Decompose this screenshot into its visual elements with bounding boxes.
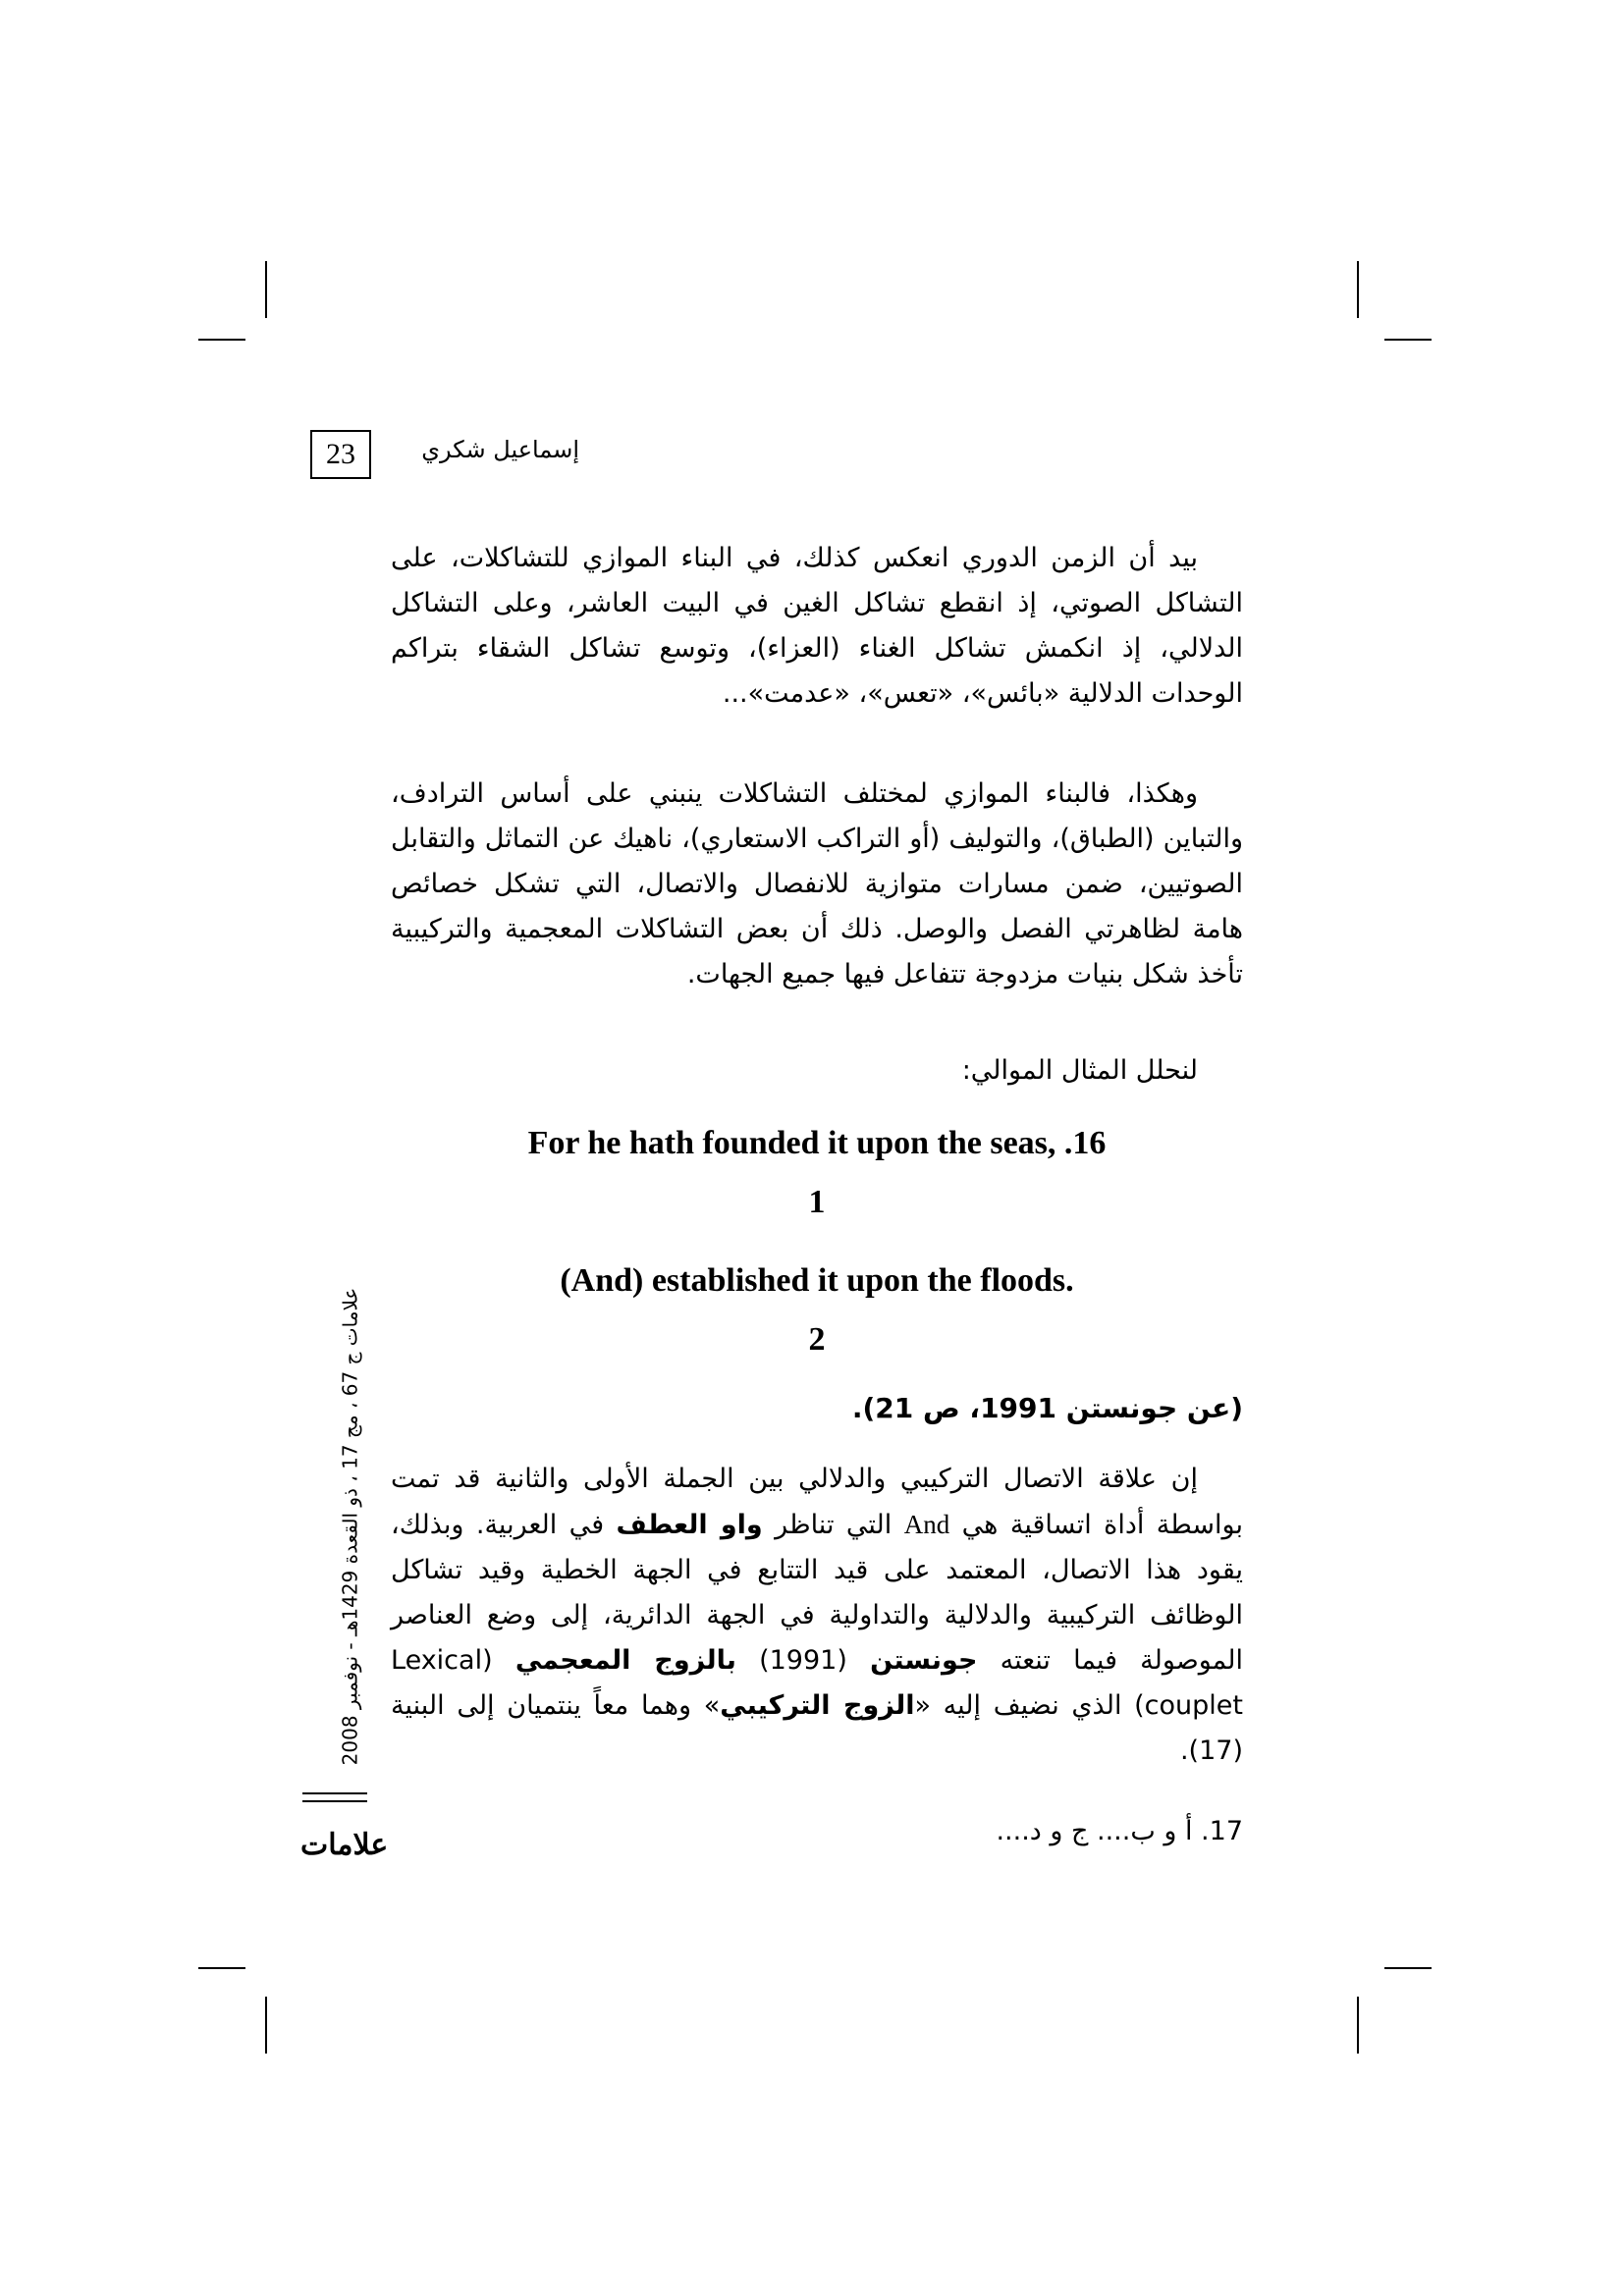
p4-run-3: في العربية. وبذلك، يقود هذا الاتصال، المعتمد على قيد التتابع في الجهة الخطية وقيد تشاكل الوظائف التركيبية والدلالية والتداولية في الجهة الدائرية، إلى وضع العناصر الموصولة فيما تنعته: [391, 1510, 1244, 1676]
crop-mark-bottom-left-h: [198, 1967, 245, 1969]
p4-run-6: » وهما معاً ينتميان إلى البنية (17).: [391, 1690, 1243, 1766]
p4-and: And: [903, 1510, 950, 1539]
example-line-1: For he hath founded it upon the seas, .16: [527, 1125, 1107, 1161]
paragraph-2: [391, 772, 1243, 997]
paragraph-3-text: لنحلل المثال الموالي:: [961, 1055, 1198, 1086]
crop-mark-top-left: [265, 261, 267, 318]
footnote: 17. أ و ب.... ج و د....: [996, 1816, 1243, 1846]
journal-info-text: علامات ج 67 ، مج 17 ، ذو القعدة 1429هـ - نوفمبر 2008: [338, 1287, 361, 1766]
p4-run-1: إن علاقة الاتصال التركيبي والدلالي بين الجملة الأولى والثانية قد تمت بواسطة أداة اتساقية هي: [391, 1464, 1244, 1540]
p4-johnston-bold: جونستن: [870, 1645, 978, 1676]
crop-mark-top-left-h: [198, 339, 245, 341]
journal-divider: [302, 1792, 367, 1802]
crop-mark-top-right-h: [1384, 339, 1432, 341]
paragraph-4: [391, 1457, 1243, 1774]
p4-run-4: (1991): [735, 1645, 871, 1676]
journal-logo: علامات: [300, 1828, 389, 1862]
paragraph-4-text: [391, 1457, 1243, 1774]
p4-run-5: (Lexical couplet) الذي نضيف إليه «: [391, 1645, 1243, 1721]
example-source: (عن جونستن 1991، ص 21).: [851, 1392, 1243, 1424]
p4-waw-bold: واو العطف: [616, 1510, 763, 1540]
crop-mark-bottom-right-h: [1384, 1967, 1432, 1969]
p4-syntactic-bold: الزوج التركيبي: [720, 1690, 915, 1721]
paragraph-2-text: وهكذا، فالبناء الموازي لمختلف التشاكلات ينبني على أساس الترادف، والتباين (الطباق)، والتوليف (أو التراكب الاستعاري)، ناهيك عن التماثل والتقابل الصوتيين، ضمن مسارات متوازية للانفصال والاتصال، التي تشكل خصائص هامة لظاهرتي الفصل والوصل. ذلك أن بعض التشاكلات المعجمية والتركيبية تأخذ شكل بنيات مزدوجة تتفاعل فيها جميع الجهات.: [391, 778, 1243, 989]
crop-mark-bottom-right: [1357, 1997, 1359, 2054]
paragraph-1: [391, 536, 1243, 717]
crop-mark-top-right: [1357, 261, 1359, 318]
paragraph-1-text: بيد أن الزمن الدوري انعكس كذلك، في البناء الموازي للتشاكلات، على التشاكل الصوتي، إذ انقطع تشاكل الغين في البيت العاشر، وعلى التشاكل الدلالي، إذ انكمش تشاكل الغناء (العزاء)، وتوسع تشاكل الشقاء بتراكم الوحدات الدلالية «بائس»، «تعس»، «عدمت»...: [391, 543, 1243, 709]
example-line-2: (And) established it upon the floods.: [560, 1262, 1074, 1299]
page-number: 23: [310, 430, 371, 479]
paragraph-3: [391, 1048, 1243, 1094]
crop-mark-bottom-left: [265, 1997, 267, 2054]
journal-info-vertical: [330, 1266, 369, 1787]
running-head-author: إسماعيل شكري: [421, 436, 579, 463]
example-number-2: 2: [808, 1321, 826, 1358]
p4-lexical-bold: بالزوج المعجمي: [514, 1645, 736, 1676]
p4-run-2: التي تناظر: [762, 1510, 904, 1540]
example-number-1: 1: [808, 1184, 826, 1220]
